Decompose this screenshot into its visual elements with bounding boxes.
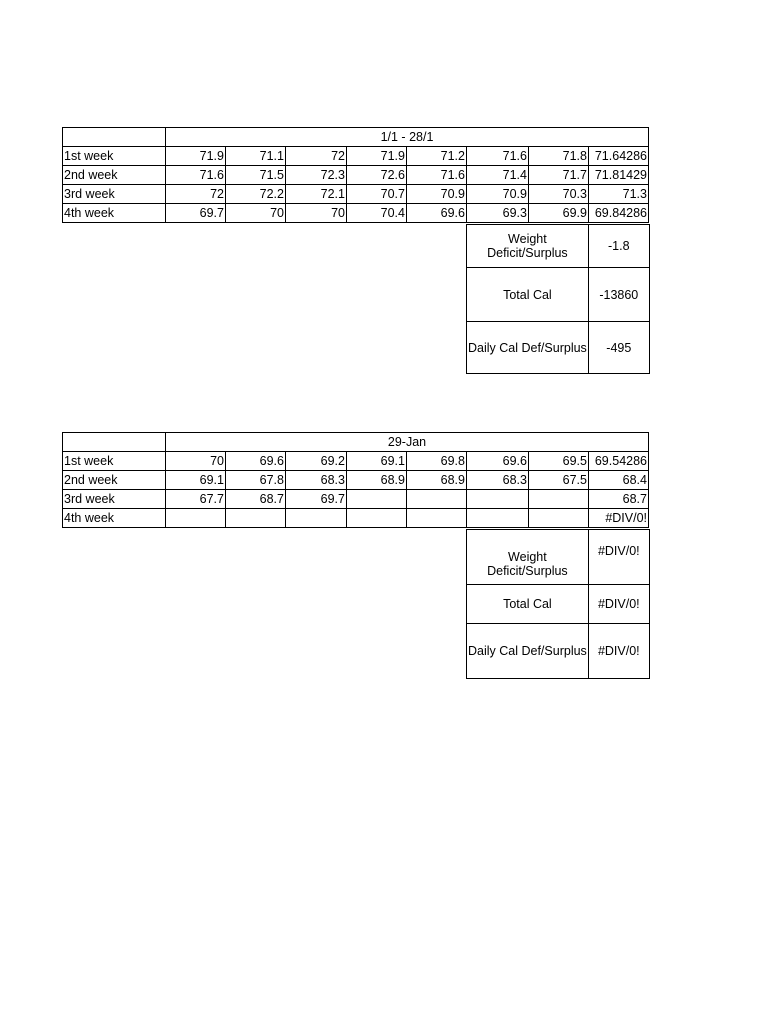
cell: 70.4 bbox=[347, 204, 407, 223]
cell: 68.7 bbox=[226, 490, 286, 509]
cell: 68.3 bbox=[286, 471, 347, 490]
cell: 71.8 bbox=[529, 147, 589, 166]
cell: 69.6 bbox=[226, 452, 286, 471]
average-cell: #DIV/0! bbox=[589, 509, 649, 528]
cell: 69.8 bbox=[407, 452, 467, 471]
average-cell: 68.4 bbox=[589, 471, 649, 490]
summary-label-line2: Deficit/Surplus bbox=[487, 564, 568, 578]
period-header: 29-Jan bbox=[166, 433, 649, 452]
cell: 69.1 bbox=[166, 471, 226, 490]
summary-value: -495 bbox=[588, 322, 649, 374]
table-row bbox=[63, 204, 649, 223]
cell: 71.6 bbox=[467, 147, 529, 166]
table-row bbox=[63, 185, 649, 204]
table-row bbox=[63, 490, 649, 509]
cell: 72.3 bbox=[286, 166, 347, 185]
summary-label: Total Cal bbox=[467, 268, 589, 322]
summary-label bbox=[467, 530, 589, 585]
summary-label: Daily Cal Def/Surplus bbox=[467, 322, 589, 374]
cell bbox=[407, 490, 467, 509]
average-cell: 69.54286 bbox=[589, 452, 649, 471]
average-cell: 69.84286 bbox=[589, 204, 649, 223]
cell: 71.6 bbox=[407, 166, 467, 185]
table-row bbox=[63, 471, 649, 490]
week-label: 1st week bbox=[63, 147, 166, 166]
cell: 71.6 bbox=[166, 166, 226, 185]
cell: 70.7 bbox=[347, 185, 407, 204]
summary-row bbox=[467, 624, 650, 679]
week-label: 3rd week bbox=[63, 490, 166, 509]
cell: 67.5 bbox=[529, 471, 589, 490]
cell bbox=[347, 490, 407, 509]
period-header: 1/1 - 28/1 bbox=[166, 128, 649, 147]
summary-label: Total Cal bbox=[467, 585, 589, 624]
summary-label: Daily Cal Def/Surplus bbox=[467, 624, 589, 679]
table-header-row bbox=[63, 128, 649, 147]
cell: 71.9 bbox=[166, 147, 226, 166]
cell: 67.8 bbox=[226, 471, 286, 490]
header-blank-cell bbox=[63, 433, 166, 452]
week-label: 3rd week bbox=[63, 185, 166, 204]
table-row bbox=[63, 147, 649, 166]
weight-table-2 bbox=[62, 432, 649, 528]
summary-label bbox=[467, 225, 589, 268]
summary-label-line1: Weight bbox=[508, 232, 547, 246]
summary-value: #DIV/0! bbox=[588, 624, 649, 679]
cell bbox=[286, 509, 347, 528]
cell: 71.9 bbox=[347, 147, 407, 166]
weight-table-1 bbox=[62, 127, 649, 223]
summary-value: -13860 bbox=[588, 268, 649, 322]
summary-table-2 bbox=[466, 529, 650, 679]
cell: 71.4 bbox=[467, 166, 529, 185]
summary-table-1 bbox=[466, 224, 650, 374]
cell: 69.5 bbox=[529, 452, 589, 471]
cell: 69.7 bbox=[166, 204, 226, 223]
cell bbox=[467, 490, 529, 509]
cell: 69.1 bbox=[347, 452, 407, 471]
table-row bbox=[63, 452, 649, 471]
cell: 69.3 bbox=[467, 204, 529, 223]
cell: 68.9 bbox=[347, 471, 407, 490]
table-row bbox=[63, 509, 649, 528]
cell: 71.5 bbox=[226, 166, 286, 185]
cell: 71.1 bbox=[226, 147, 286, 166]
cell: 70 bbox=[286, 204, 347, 223]
average-cell: 71.3 bbox=[589, 185, 649, 204]
summary-value: -1.8 bbox=[588, 225, 649, 268]
cell: 71.2 bbox=[407, 147, 467, 166]
cell: 68.3 bbox=[467, 471, 529, 490]
summary-value: #DIV/0! bbox=[588, 585, 649, 624]
summary-value: #DIV/0! bbox=[588, 530, 649, 585]
table-row bbox=[63, 166, 649, 185]
cell: 68.9 bbox=[407, 471, 467, 490]
average-cell: 71.64286 bbox=[589, 147, 649, 166]
cell: 69.6 bbox=[467, 452, 529, 471]
summary-row bbox=[467, 268, 650, 322]
cell: 72.2 bbox=[226, 185, 286, 204]
cell: 72.1 bbox=[286, 185, 347, 204]
cell bbox=[226, 509, 286, 528]
cell: 70.9 bbox=[467, 185, 529, 204]
average-cell: 71.81429 bbox=[589, 166, 649, 185]
week-label: 4th week bbox=[63, 204, 166, 223]
cell: 70 bbox=[166, 452, 226, 471]
cell: 69.7 bbox=[286, 490, 347, 509]
cell bbox=[529, 490, 589, 509]
cell: 70.3 bbox=[529, 185, 589, 204]
weight-grid-1 bbox=[62, 127, 649, 223]
week-label: 2nd week bbox=[63, 166, 166, 185]
cell: 67.7 bbox=[166, 490, 226, 509]
cell bbox=[529, 509, 589, 528]
cell: 69.6 bbox=[407, 204, 467, 223]
cell bbox=[347, 509, 407, 528]
average-cell: 68.7 bbox=[589, 490, 649, 509]
week-label: 2nd week bbox=[63, 471, 166, 490]
summary-row bbox=[467, 530, 650, 585]
cell: 72.6 bbox=[347, 166, 407, 185]
cell: 69.2 bbox=[286, 452, 347, 471]
week-label: 4th week bbox=[63, 509, 166, 528]
cell bbox=[166, 509, 226, 528]
summary-row bbox=[467, 585, 650, 624]
week-label: 1st week bbox=[63, 452, 166, 471]
summary-row bbox=[467, 225, 650, 268]
summary-label-line2: Deficit/Surplus bbox=[487, 246, 568, 260]
header-blank-cell bbox=[63, 128, 166, 147]
weight-grid-2 bbox=[62, 432, 649, 528]
cell bbox=[467, 509, 529, 528]
cell: 72 bbox=[166, 185, 226, 204]
cell: 70.9 bbox=[407, 185, 467, 204]
cell: 72 bbox=[286, 147, 347, 166]
summary-label-line1: Weight bbox=[508, 550, 547, 564]
cell: 69.9 bbox=[529, 204, 589, 223]
summary-row bbox=[467, 322, 650, 374]
cell bbox=[407, 509, 467, 528]
table-header-row bbox=[63, 433, 649, 452]
cell: 71.7 bbox=[529, 166, 589, 185]
cell: 70 bbox=[226, 204, 286, 223]
